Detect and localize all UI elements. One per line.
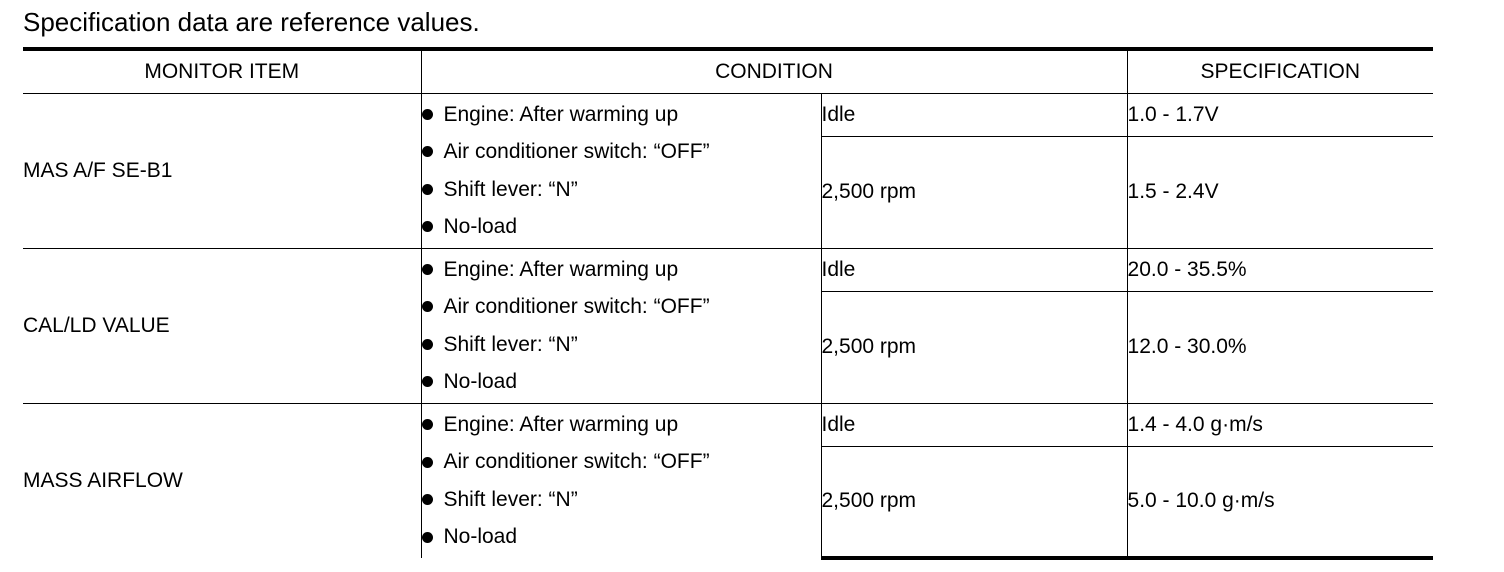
list-item: No-load <box>422 518 821 556</box>
bullet-icon <box>422 146 433 157</box>
header-condition: CONDITION <box>421 49 1127 93</box>
list-item: Air conditioner switch: “OFF” <box>422 288 821 326</box>
table-row <box>23 93 1433 136</box>
bullet-icon <box>422 532 433 543</box>
intro-text: Specification data are reference values. <box>23 7 480 37</box>
bullet-icon <box>422 376 433 387</box>
bullet-icon <box>422 109 433 120</box>
spec-value-cell: 20.0 - 35.5% <box>1127 248 1433 291</box>
list-item: Engine: After warming up <box>422 96 821 134</box>
bullet-icon <box>422 221 433 232</box>
list-item: Air conditioner switch: “OFF” <box>422 133 821 171</box>
table-header-row <box>23 49 1433 93</box>
spec-value-cell: 1.0 - 1.7V <box>1127 93 1433 136</box>
list-item: No-load <box>422 363 821 401</box>
condition-list <box>422 406 821 556</box>
engine-speed-cell: 2,500 rpm <box>821 136 1127 248</box>
bullet-icon <box>422 419 433 430</box>
table-row <box>23 248 1433 291</box>
condition-list-cell <box>421 93 821 248</box>
bullet-icon <box>422 494 433 505</box>
table-row <box>23 403 1433 446</box>
list-item: Engine: After warming up <box>422 406 821 444</box>
header-specification: SPECIFICATION <box>1127 49 1433 93</box>
bullet-icon <box>422 264 433 275</box>
condition-list-cell <box>421 248 821 403</box>
spec-value-cell: 12.0 - 30.0% <box>1127 291 1433 403</box>
bullet-icon <box>422 339 433 350</box>
list-item: Air conditioner switch: “OFF” <box>422 443 821 481</box>
engine-speed-cell: Idle <box>821 248 1127 291</box>
spec-value-cell: 1.5 - 2.4V <box>1127 136 1433 248</box>
engine-speed-cell: 2,500 rpm <box>821 446 1127 558</box>
condition-list <box>422 96 821 246</box>
list-item: Shift lever: “N” <box>422 326 821 364</box>
engine-speed-cell: 2,500 rpm <box>821 291 1127 403</box>
list-item: No-load <box>422 208 821 246</box>
engine-speed-cell: Idle <box>821 403 1127 446</box>
bullet-icon <box>422 301 433 312</box>
engine-speed-cell: Idle <box>821 93 1127 136</box>
condition-list-cell <box>421 403 821 558</box>
list-item: Shift lever: “N” <box>422 481 821 519</box>
monitor-item-cell: MASS AIRFLOW <box>23 403 421 558</box>
list-item: Shift lever: “N” <box>422 171 821 209</box>
condition-list <box>422 251 821 401</box>
specification-table <box>23 47 1433 560</box>
list-item: Engine: After warming up <box>422 251 821 289</box>
bullet-icon <box>422 184 433 195</box>
spec-value-cell: 1.4 - 4.0 g·m/s <box>1127 403 1433 446</box>
bullet-icon <box>422 457 433 468</box>
header-monitor-item: MONITOR ITEM <box>23 49 421 93</box>
monitor-item-cell: CAL/LD VALUE <box>23 248 421 403</box>
monitor-item-cell: MAS A/F SE-B1 <box>23 93 421 248</box>
spec-value-cell: 5.0 - 10.0 g·m/s <box>1127 446 1433 558</box>
